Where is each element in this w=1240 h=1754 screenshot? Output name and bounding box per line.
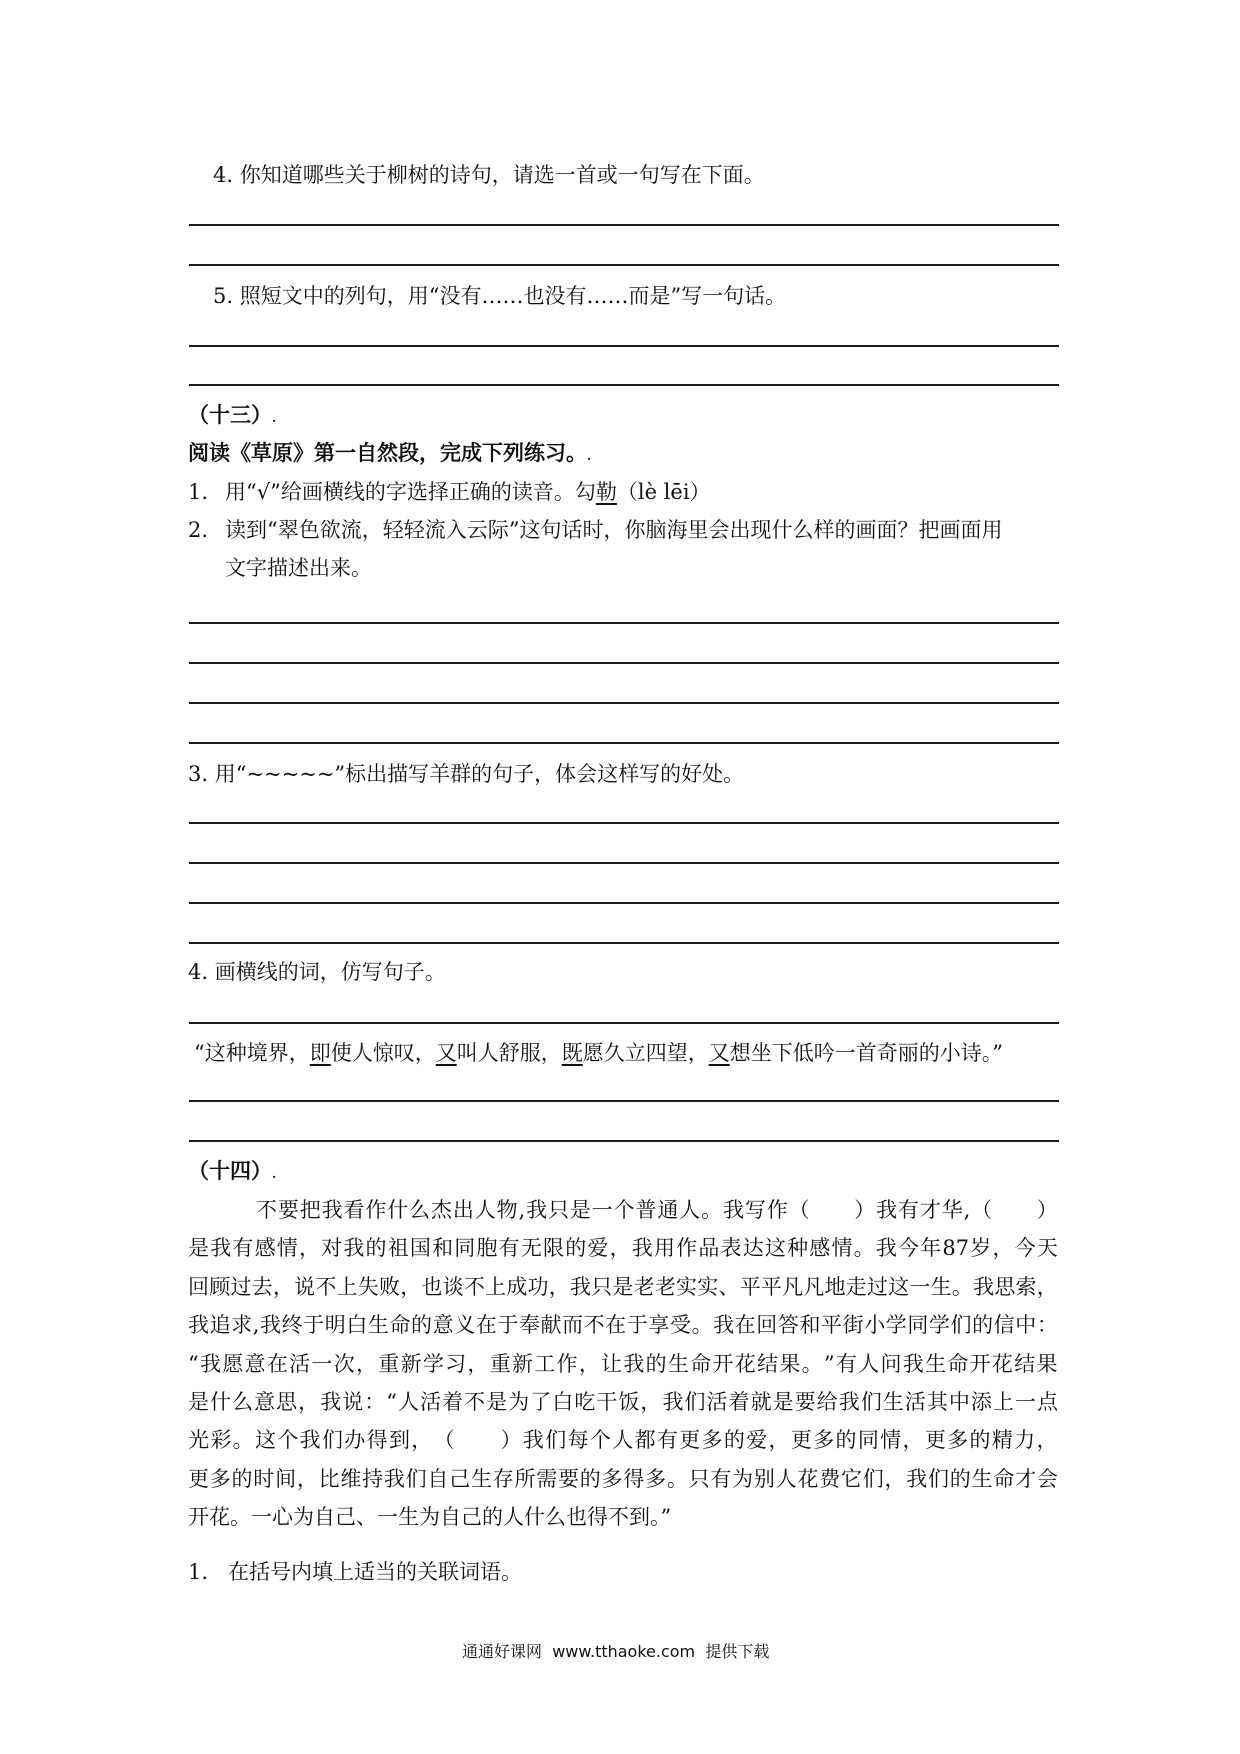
section-14-heading-mark: .: [272, 1167, 277, 1181]
section-13-heading-mark: .: [272, 411, 277, 425]
section-13-instruction-text: 阅读《草原》第一自然段，完成下列练习。: [188, 440, 587, 465]
section-13-question-2-line-1: 读到“翠色欲流，轻轻流入云际”这句话时，你脑海里会出现什么样的画面？把画面用: [225, 518, 1003, 542]
underlined-character: 勒: [595, 480, 617, 504]
section-13-question-1: [225, 482, 711, 503]
model-sentence-part: 叫人舒服，: [456, 1041, 562, 1065]
answer-line: [189, 224, 1059, 226]
section-13-heading: [188, 404, 276, 425]
pinyin-choices: （lè lēi）: [616, 480, 711, 504]
answer-line: [189, 1140, 1059, 1142]
section-13-number: （十三）: [188, 402, 272, 427]
answer-line: [189, 742, 1059, 744]
section-14-question-1-number: 1.: [188, 1560, 209, 1584]
question-5-sentence-pattern: 5. 照短文中的列句，用“没有……也没有……而是”写一句话。: [213, 284, 787, 308]
footer-site-name: 通通好课网: [462, 1642, 543, 1661]
answer-line: [189, 1022, 1059, 1024]
footer-url: www.tthaoke.com: [552, 1642, 696, 1661]
model-sentence-part: 使人惊叹，: [330, 1041, 436, 1065]
section-14-number: （十四）: [188, 1158, 272, 1183]
section-13-question-3: 3. 用“~~~~~”标出描写羊群的句子，体会这样写的好处。: [188, 762, 745, 786]
section-13-question-1-number: 1.: [188, 480, 209, 504]
section-14-heading: [188, 1160, 276, 1181]
section-13-instruction-mark: .: [587, 449, 592, 463]
answer-line: [189, 264, 1059, 266]
model-sentence-part: “这种境界，: [194, 1041, 310, 1065]
answer-line: [189, 662, 1059, 664]
passage-line: 回 顾 过 去 ， 说 不 上 失 败 ， 也 谈 不 上 成 功 ， 我 只 是 老 老 实 实 、 平 平 凡 凡 地 走 过 这 一 生 。 我 思 索 ，: [188, 1274, 1058, 1299]
model-sentence-part: 愿久立四望，: [582, 1041, 709, 1065]
answer-line: [189, 1100, 1059, 1102]
section-13-question-2-line-2: 文字描述出来。: [225, 556, 372, 580]
answer-line: [189, 862, 1059, 864]
answer-line: [189, 622, 1059, 624]
answer-line: [189, 942, 1059, 944]
answer-line: [189, 702, 1059, 704]
underlined-word: 即: [309, 1041, 331, 1065]
underlined-word: 既: [561, 1041, 583, 1065]
question-4-willow-poems: 4. 你知道哪些关于柳树的诗句，请选一首或一句写在下面。: [213, 163, 765, 187]
question-1-text: 用“√”给画横线的字选择正确的读音。勾: [225, 480, 596, 504]
section-14-question-1: 在括号内填上适当的关联词语。: [228, 1560, 522, 1584]
underlined-word: 又: [435, 1041, 457, 1065]
passage-line: 光 彩 。 这 个 我 们 办 得 到 ， （ ） 我 们 每 个 人 都 有 更 多 的 爱 ， 更 多 的 同 情 ， 更 多 的 精 力 ，: [188, 1428, 1058, 1453]
footer: [462, 1639, 769, 1662]
underlined-word: 又: [708, 1041, 730, 1065]
model-sentence: [194, 1043, 1003, 1064]
section-13-question-4: 4. 画横线的词，仿写句子。: [188, 960, 446, 984]
section-13-instruction: [188, 442, 591, 463]
passage-line: 更 多 的 时 间 ， 比 维 持 我 们 自 己 生 存 所 需 要 的 多 得 多 。 只 有 为 别 人 花 费 它 们 ， 我 们 的 生 命 才 会: [188, 1466, 1058, 1491]
passage-line: 是 我 有 感 情 ， 对 我 的 祖 国 和 同 胞 有 无 限 的 爱 ， 我 用 作 品 表 达 这 种 感 情 。 我 今 年 87 岁 ， 今 天: [188, 1236, 1058, 1261]
answer-line: [189, 345, 1059, 347]
section-13-question-2-number: 2.: [188, 518, 209, 542]
answer-line: [189, 902, 1059, 904]
reading-passage: [188, 1191, 1058, 1537]
passage-line: “ 我 愿 意 在 活 一 次 ， 重 新 学 习 ， 重 新 工 作 ， 让 我 的 生 命 开 花 结 果 。 ” 有 人 问 我 生 命 开 花 结 果: [188, 1351, 1058, 1376]
footer-note: 提供下载: [705, 1642, 770, 1661]
answer-line: [189, 384, 1059, 386]
passage-line: 开花。一心为自己、一生为自己的人什么也得不到。”: [188, 1505, 672, 1530]
model-sentence-part: 想坐下低吟一首奇丽的小诗。”: [729, 1041, 1003, 1065]
passage-line: 我 追 求 , 我 终 于 明 白 生 命 的 意 义 在 于 奉 献 而 不 在 于 享 受 。 我 在 回 答 和 平 街 小 学 同 学 们 的 信 中 ：: [188, 1313, 1058, 1338]
answer-line: [189, 822, 1059, 824]
passage-line: 不 要 把 我 看 作 什 么 杰 出 人 物 , 我 只 是 一 个 普 通 人 。 我 写 作 （ ） 我 有 才 华 , （ ）: [256, 1198, 1058, 1222]
passage-line: 是 什 么 意 思 ， 我 说 ： “ 人 活 着 不 是 为 了 白 吃 干 饭 ， 我 们 活 着 就 是 要 给 我 们 生 活 其 中 添 上 一 点: [188, 1390, 1058, 1415]
